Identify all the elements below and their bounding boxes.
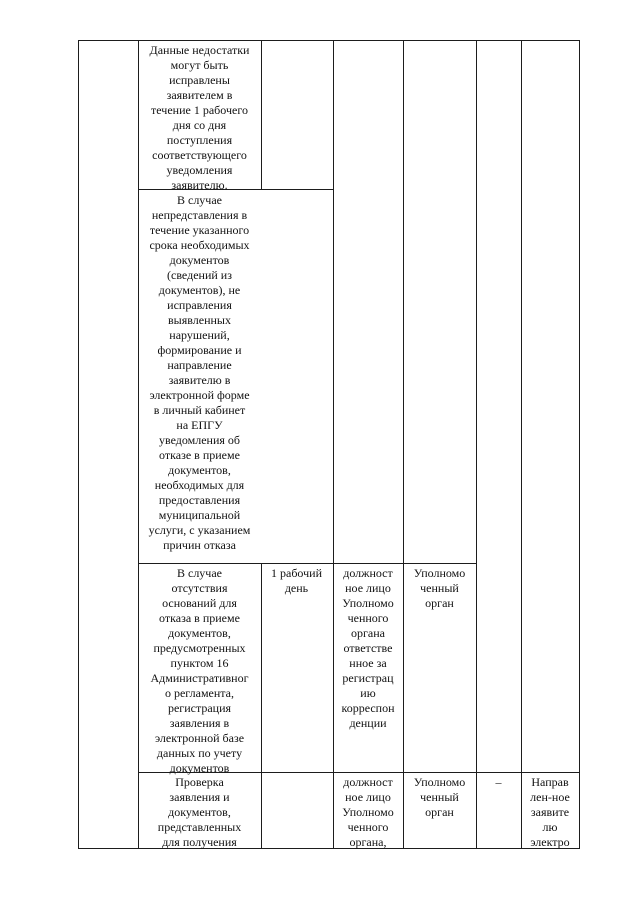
row4-authority-cell: Уполномо ченный орган: [413, 775, 466, 819]
column-border-3: [261, 40, 262, 190]
row4-criteria-cell: –: [495, 775, 502, 789]
column-border-8: [579, 40, 580, 849]
table-top-border: [78, 40, 579, 41]
row3-description-cell: В случае отсутствия оснований для отказа в приеме документов, предусмотренных пунктом 16 Административног о регламента, регистрация заявления в электронной базе данных по учету документов: [150, 566, 249, 775]
row3-duration-cell: 1 рабочий день: [271, 566, 322, 595]
column-border-5: [403, 40, 404, 849]
row4-description-cell: Проверка заявления и документов, представленных для получения: [157, 775, 242, 849]
row3-authority-cell: Уполномо ченный орган: [413, 566, 466, 610]
column-border-1: [78, 40, 79, 849]
column-border-6: [476, 40, 477, 849]
row2-description-cell: В случае непредставления в течение указанного срока необходимых документов (сведений из документов), не исправления выявленных нарушений, формирование и направление заявителю в электронной форме в личный кабинет на ЕПГУ уведомления об отказе в приеме документов, необходимых для предоставления муниципальной услуги, с указанием причин отказа: [148, 193, 251, 552]
column-border-2: [138, 40, 139, 849]
row1-description-cell: Данные недостатки могут быть исправлены заявителем в течение 1 рабочего дня со дня поступления соответствующего уведомления заявителю.: [149, 43, 250, 192]
row4-responsible-person-cell: должност ное лицо Уполномо ченного органа,: [342, 775, 394, 849]
column-border-3-lower: [261, 563, 262, 849]
row3-responsible-person-cell: должност ное лицо Уполномо ченного органа ответстве нное за регистрац ию корреспон денции: [341, 566, 395, 730]
row4-result-cell: Направ лен-ное заявите лю электро: [530, 775, 570, 849]
row-divider-2: [138, 563, 476, 564]
column-border-7: [521, 40, 522, 849]
